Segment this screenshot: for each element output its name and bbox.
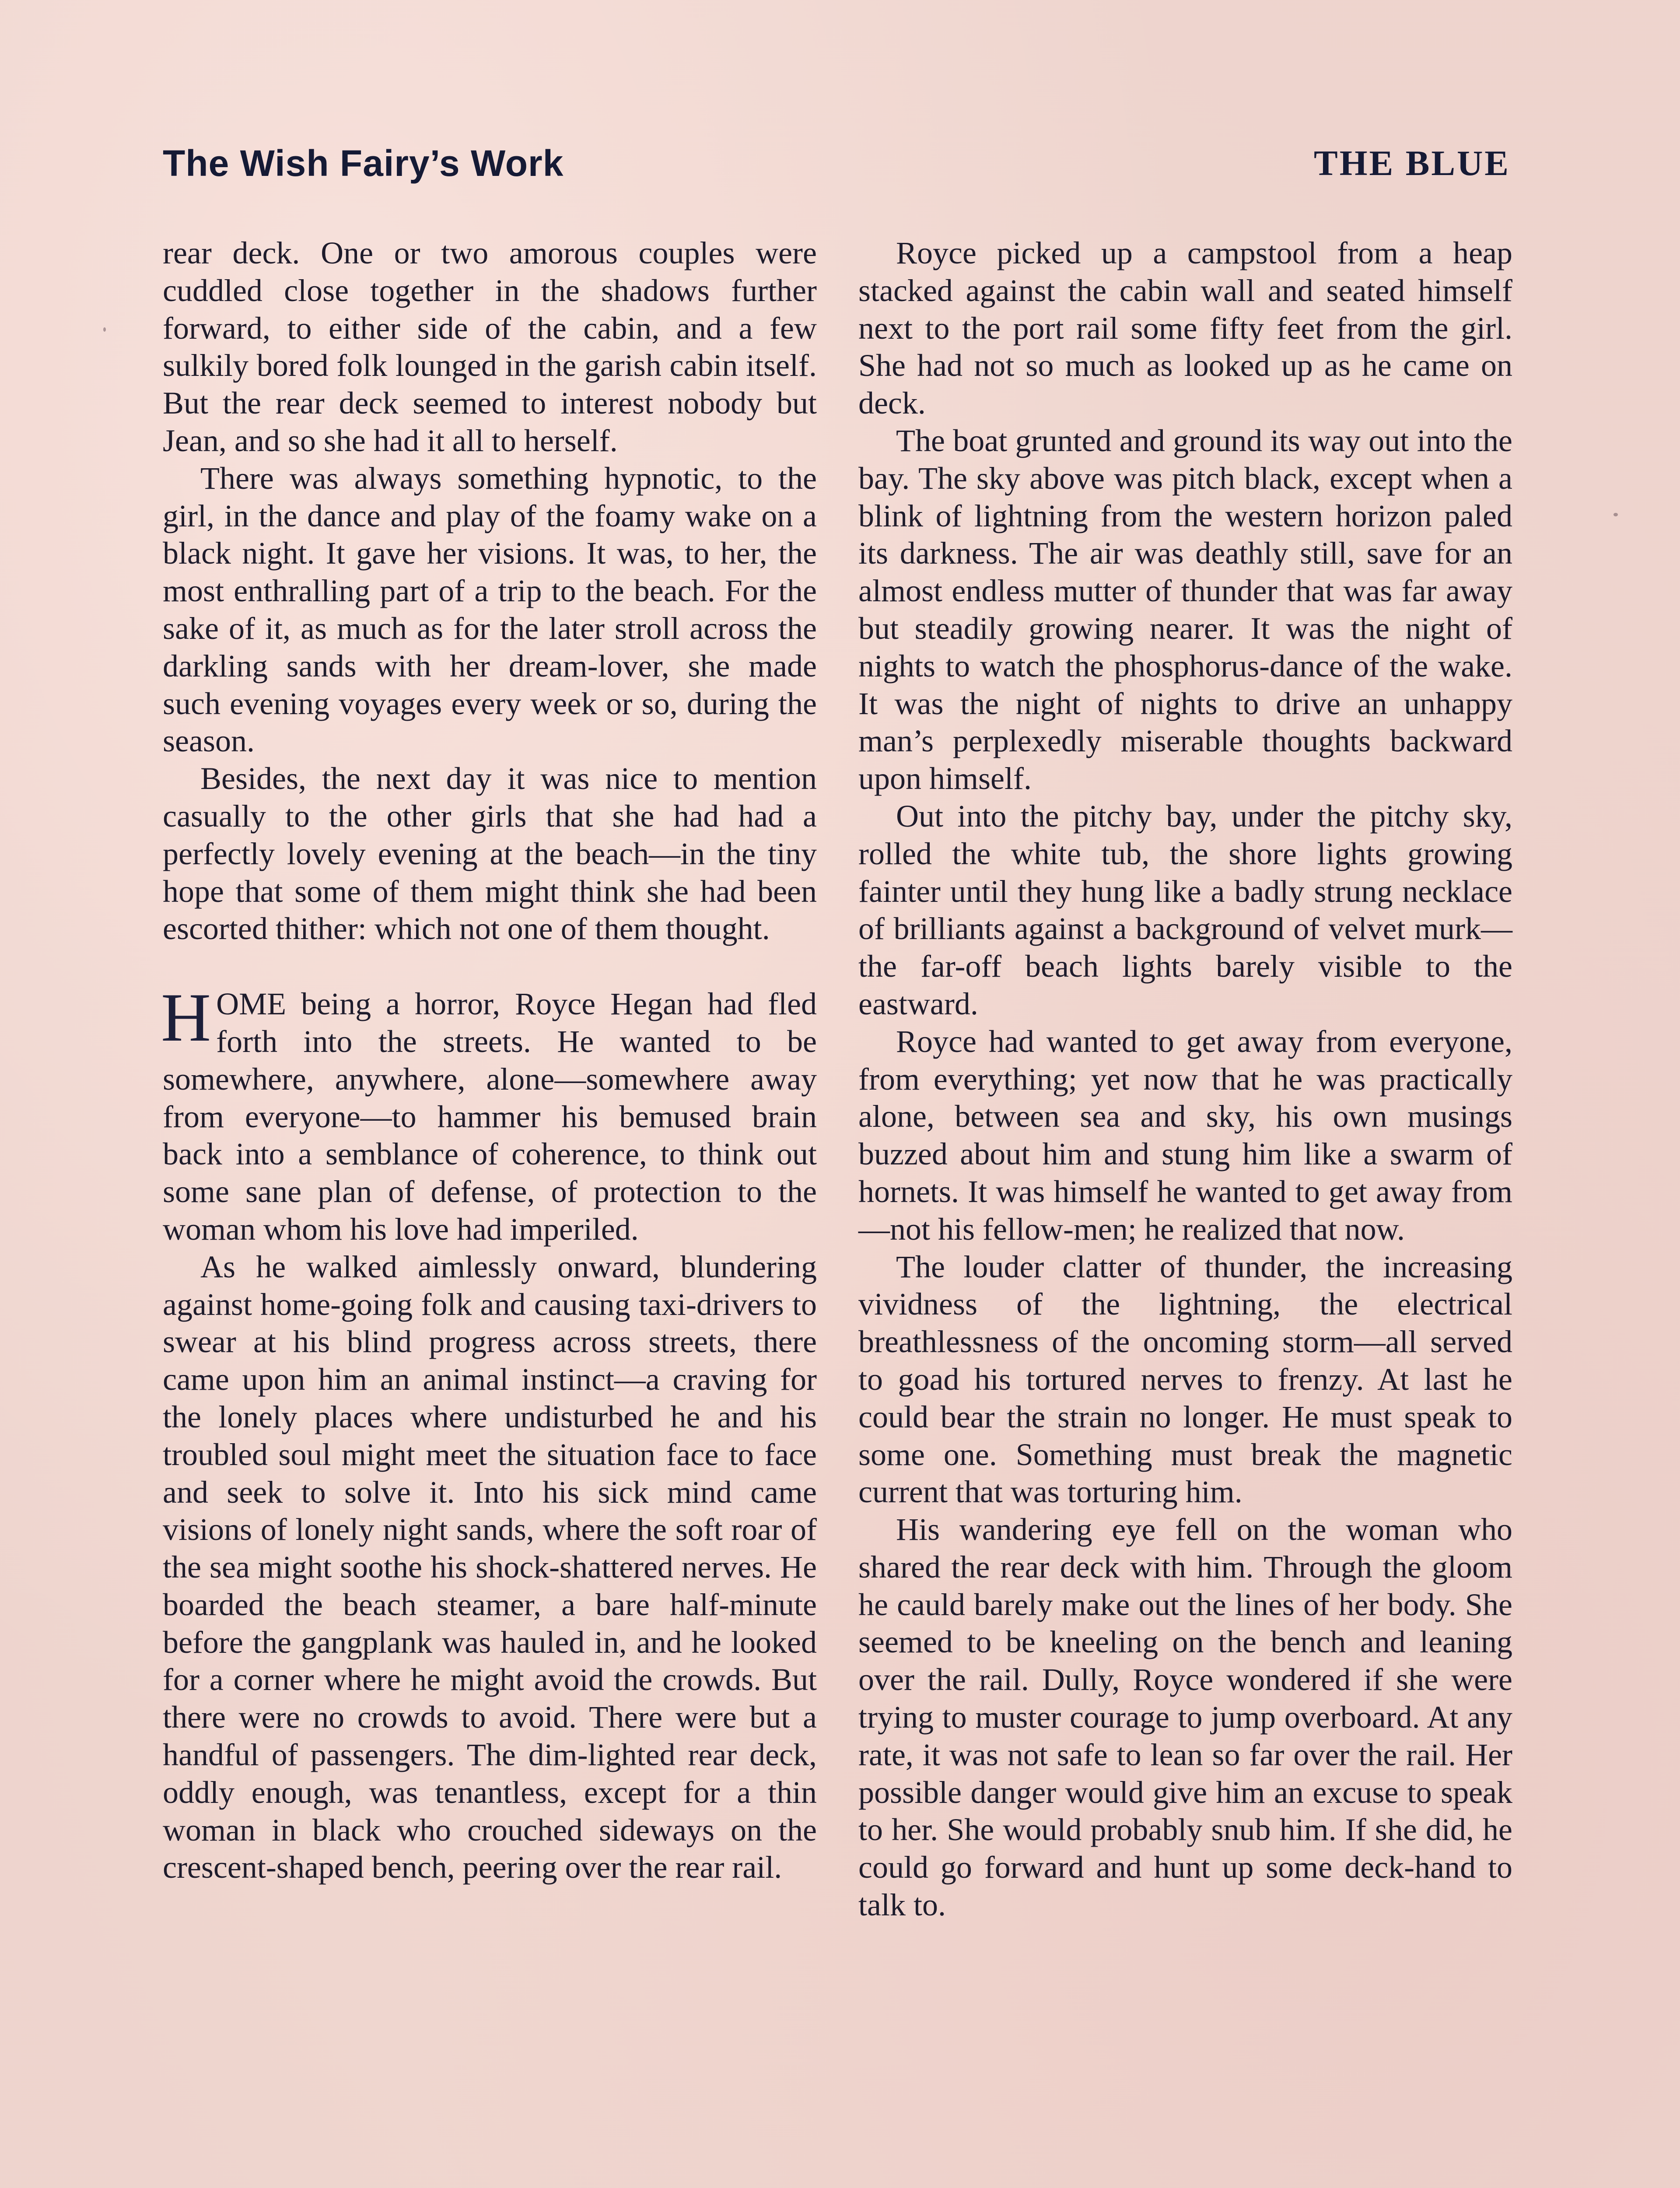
paragraph-dropcap [161,979,817,1248]
right-column [858,235,1512,1924]
paragraph: His wandering eye fell on the woman who shared the rear deck with him. Through the gloom he cauld barely make out the lines of her body. She seemed to be kneeling on the bench and leaning over the rail. Dully, Royce wondered if she were trying to muster courage to jump overboard. At any rate, it was not safe to lean so far over the rail. Her possible danger would give him an excuse to speak to her. She would probably snub him. If she did, he could go forward and hunt up some deck-hand to talk to. [858,1512,1512,1923]
story-title: The Wish Fairy’s Work [163,143,564,184]
paragraph: There was always something hypnotic, to the girl, in the dance and play of the foamy wake on a black night. It gave her visions. It was, to her, the most enthralling part of a trip to the beach. For the sake of it, as much as for the later stroll across the darkling sands with her dream-lover, she made such evening voyages every week or so, during the season. [163,460,817,759]
running-header [163,139,1510,187]
paper-speck [103,327,106,332]
left-column [163,235,817,1886]
paragraph: Besides, the next day it was nice to mention casually to the other girls that she had had a perfectly lovely evening at the beach—in the tiny hope that some of them might think she had been escorted thither: which not one of them thought. [163,761,817,947]
paragraph: Royce had wanted to get away from everyone, from everything; yet now that he was practically alone, between sea and sky, his own musings buzzed about him and stung him like a swarm of hornets. It was himself he wanted to get away from—not his fellow-men; he realized that now. [858,1024,1512,1247]
paragraph: Out into the pitchy bay, under the pitchy sky, rolled the white tub, the shore lights growing fainter until they hung like a badly strung necklace of brilliants against a background of velvet murk—the far-off beach lights barely visible to the eastward. [858,798,1512,1021]
paragraph: The louder clatter of thunder, the increasing vividness of the lightning, the electrical breathlessness of the oncoming storm—all served to goad his tortured nerves to frenzy. At last he could bear the strain no longer. He must speak to some one. Something must break the magnetic current that was torturing him. [858,1249,1512,1510]
dropcap-letter: H [161,979,211,1056]
paragraph: The boat grunted and ground its way out into the bay. The sky above was pitch black, except when a blink of lightning from the western horizon paled its darkness. The air was deathly still, save for an almost endless mutter of thunder that was far away but steadily growing nearer. It was the night of nights to watch the phosphorus-dance of the wake. It was the night of nights to drive an unhappy man’s perplexedly miserable thoughts backward upon himself. [858,423,1512,796]
paper-speck [1614,513,1618,516]
paragraph: rear deck. One or two amorous couples were cuddled close together in the shadows further forward, to either side of the cabin, and a few sulkily bored folk lounged in the garish cabin itself. But the rear deck seemed to interest nobody but Jean, and so she had it all to herself. [163,235,817,458]
paragraph: As he walked aimlessly onward, blundering against home-going folk and causing taxi-drivers to swear at his blind progress across streets, there came upon him an animal instinct—a craving for the lonely places where undisturbed he and his troubled soul might meet the situation face to face and seek to solve it. Into his sick mind came visions of lonely night sands, where the soft roar of the sea might soothe his shock-shattered nerves. He boarded the beach steamer, a bare half-minute before the gangplank was hauled in, and he looked for a corner where he might avoid the crowds. But there were no crowds to avoid. There were but a handful of passengers. The dim-lighted rear deck, oddly enough, was tenantless, except for a thin woman in black who crouched sideways on the crescent-shaped bench, peering over the rear rail. [163,1249,817,1885]
magazine-title: THE BLUE [1314,143,1510,183]
paragraph: Royce picked up a campstool from a heap stacked against the cabin wall and seated himself next to the port rail some fifty feet from the girl. She had not so much as looked up as he came on deck. [858,235,1512,421]
paragraph-text: OME being a horror, Royce Hegan had fled forth into the streets. He wanted to be somewhere, anywhere, alone—somewhere away from everyone—to hammer his bemused brain back into a semblance of coherence, to think out some sane plan of defense, of protection to the woman whom his love had imperiled. [163,986,817,1247]
